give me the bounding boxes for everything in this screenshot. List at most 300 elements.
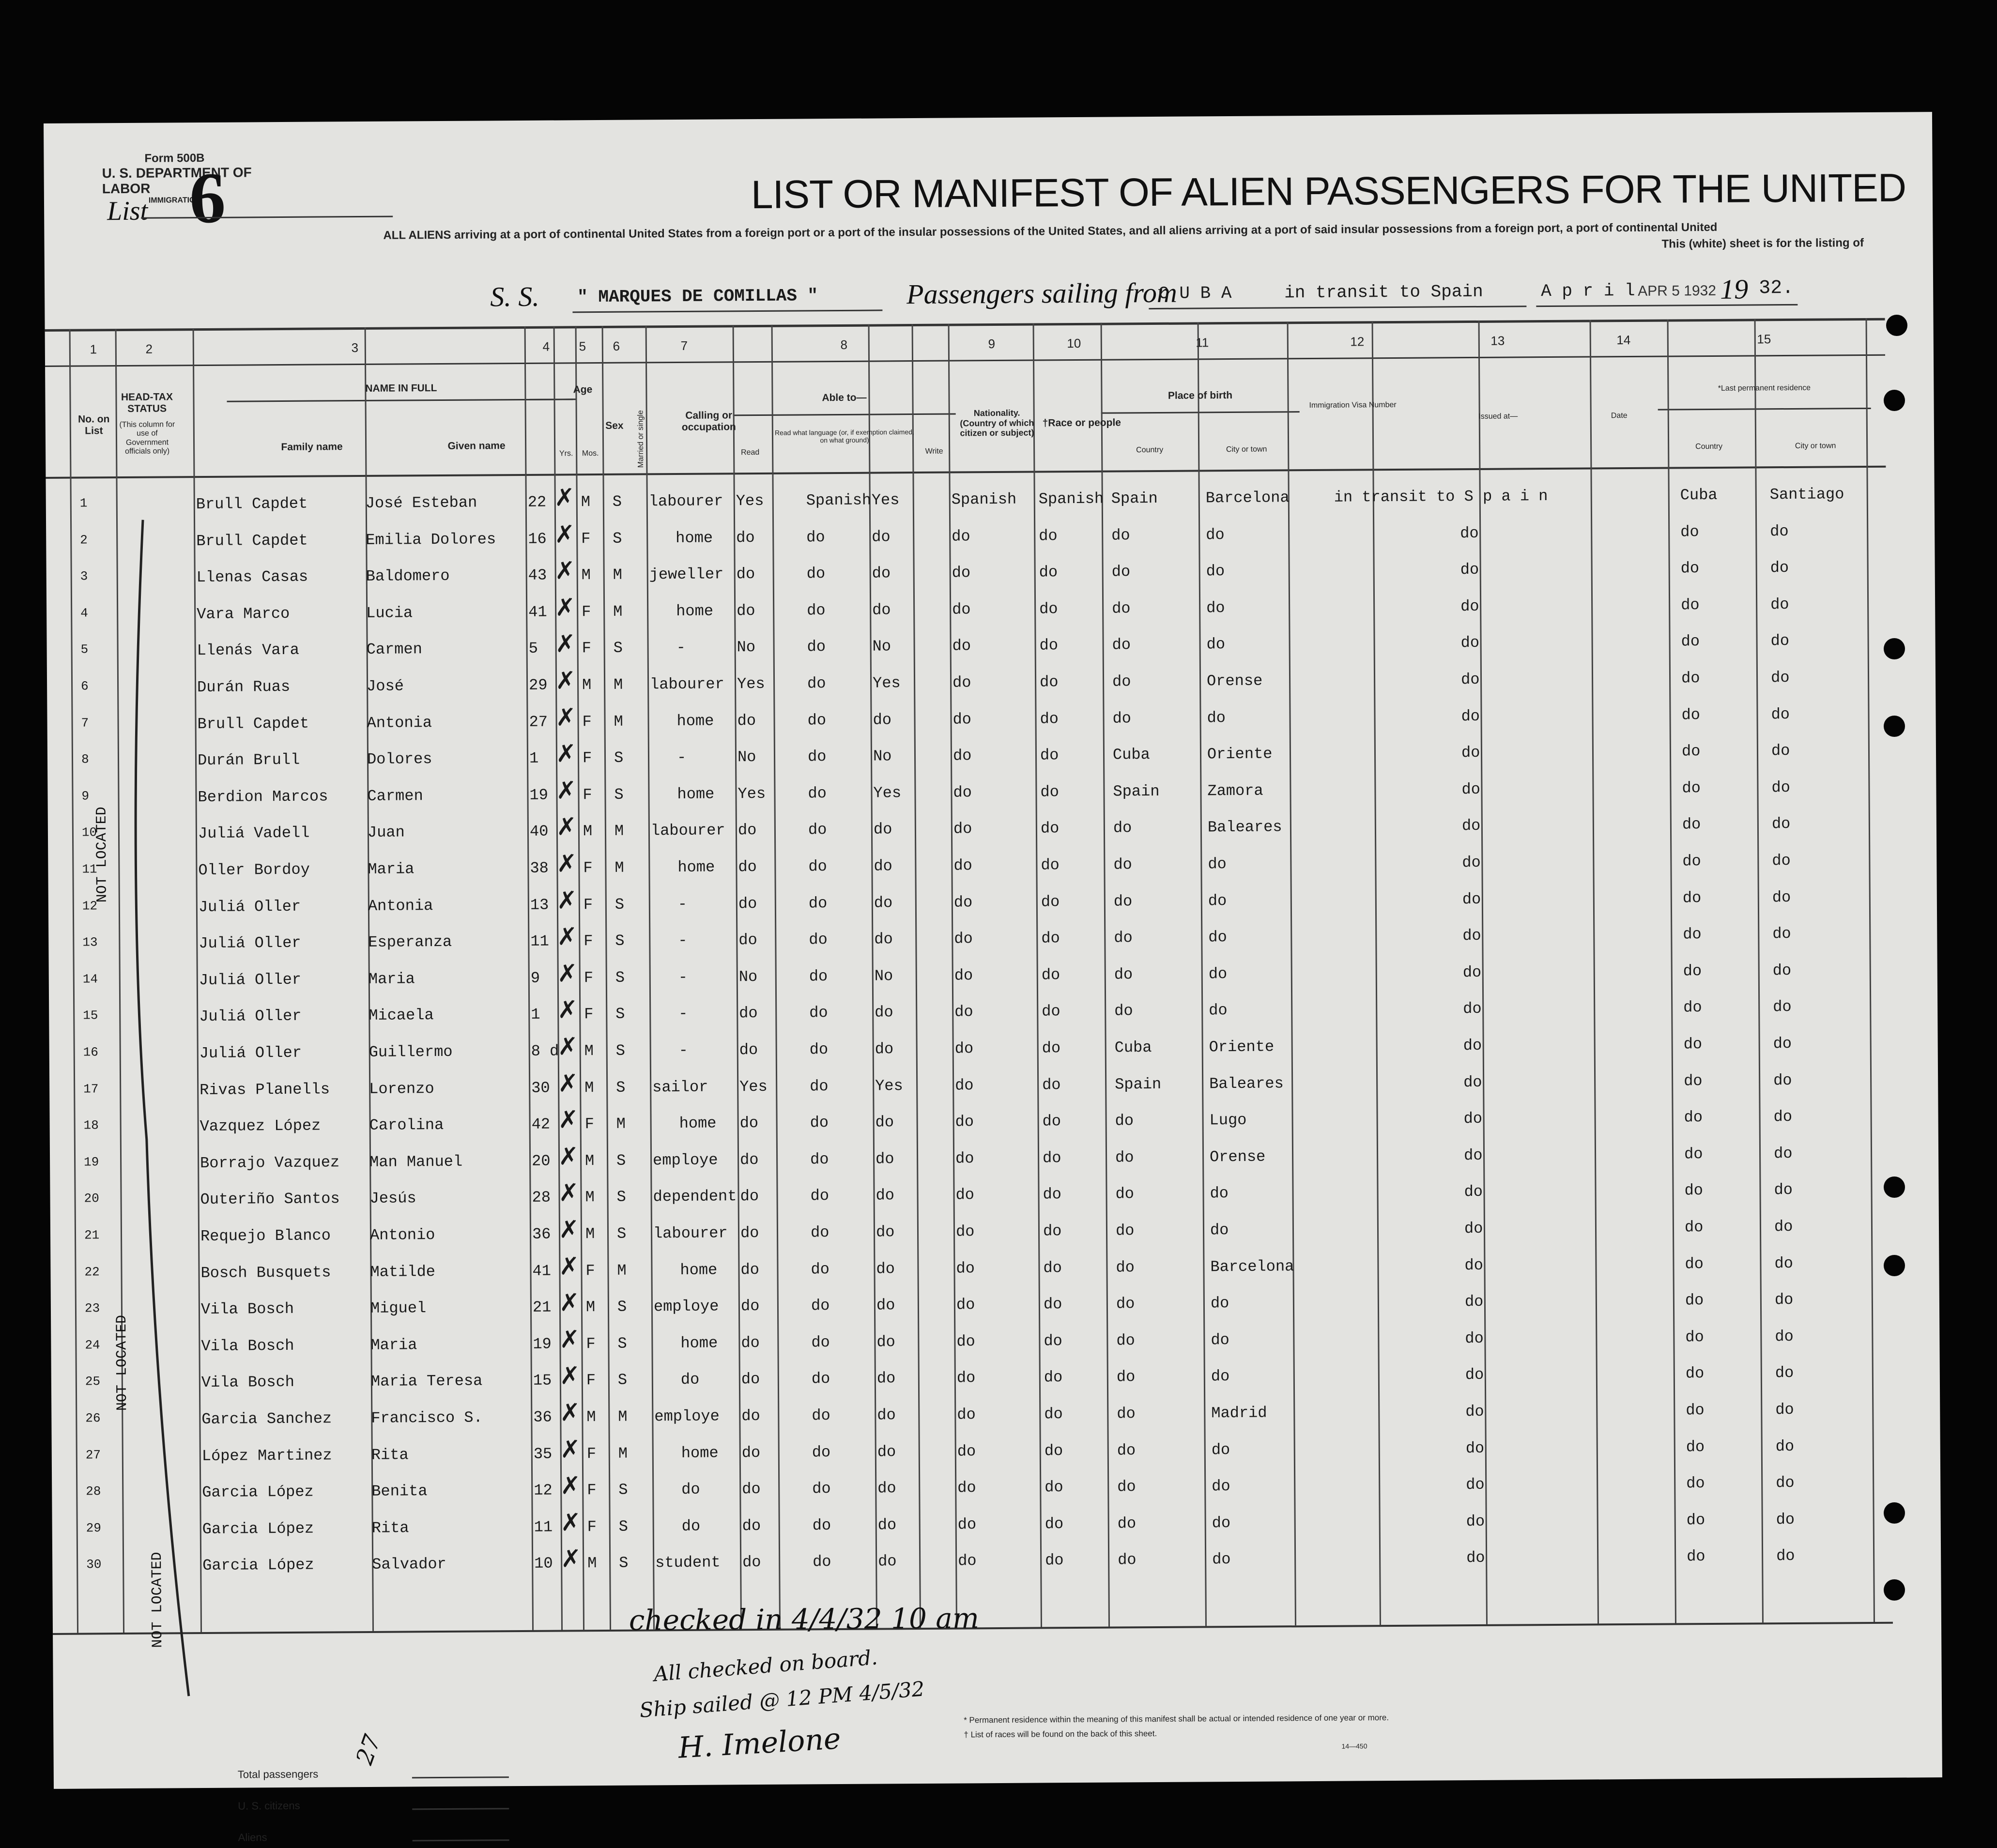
can-write: do (877, 1442, 896, 1461)
race: do (1039, 526, 1058, 545)
can-write: do (875, 1003, 893, 1022)
birth-subhead-rule (1101, 411, 1300, 414)
read-language: do (810, 1187, 830, 1205)
birth-city: do (1206, 635, 1226, 654)
occupation: employe (652, 1151, 718, 1170)
birth-country: do (1116, 1368, 1136, 1386)
occupation: labourer (650, 821, 725, 840)
marital-status: S (616, 1224, 627, 1243)
can-read: do (739, 1150, 759, 1169)
can-read: No (737, 638, 756, 657)
birth-city: Baleares (1207, 818, 1282, 837)
given-name: Antonia (368, 896, 433, 915)
date-underline (1536, 304, 1797, 307)
given-name: Rita (371, 1519, 409, 1537)
can-write: do (875, 1040, 894, 1058)
age-years: 22 (527, 493, 547, 511)
race: do (1041, 966, 1060, 984)
residence-city: do (1775, 1437, 1795, 1455)
nationality: do (955, 1222, 975, 1241)
age-years: 36 (532, 1225, 551, 1243)
age-years: 12 (534, 1481, 553, 1500)
residence-city: do (1775, 1364, 1794, 1382)
occupation: - (676, 748, 687, 767)
given-name: Maria (368, 860, 415, 878)
marital-status: S (616, 1188, 626, 1207)
nationality: do (957, 1515, 977, 1534)
marital-status: S (617, 1371, 628, 1390)
issued-at: do (1462, 927, 1481, 945)
race: do (1040, 746, 1059, 764)
age-years: 1 (529, 749, 539, 768)
marital-status: M (617, 1261, 627, 1280)
marital-status: S (615, 1005, 625, 1023)
given-name: Juan (367, 823, 405, 842)
race: do (1042, 1112, 1061, 1130)
header-married: Married or single (636, 410, 645, 468)
can-write: do (876, 1333, 895, 1351)
issued-at: do (1464, 1219, 1483, 1238)
marital-status: S (615, 1041, 626, 1060)
birth-country: do (1115, 1222, 1135, 1240)
birth-country: do (1114, 965, 1133, 984)
residence-country: do (1680, 522, 1699, 541)
birth-country: Cuba (1112, 746, 1150, 764)
read-language: do (812, 1443, 831, 1461)
family-name: Juliá Oller (199, 933, 301, 953)
race: do (1044, 1405, 1063, 1423)
sex: F (584, 1005, 594, 1023)
form-number: Form 500B (144, 151, 205, 165)
marital-status: S (616, 1078, 626, 1097)
sex: F (585, 1261, 595, 1280)
occupation: labourer (653, 1224, 728, 1243)
age-years: 11 (530, 932, 549, 951)
total-passengers-line (412, 1776, 509, 1778)
row-number: 21 (84, 1228, 100, 1243)
can-write: do (877, 1516, 897, 1534)
given-name: Miguel (370, 1299, 427, 1318)
header-res-country: Country (1695, 442, 1723, 451)
read-language: do (807, 711, 827, 729)
colnum-8: 8 (840, 337, 848, 352)
given-name: Esperanza (368, 933, 452, 952)
can-read: do (739, 1004, 758, 1023)
check-mark-icon: ✗ (558, 1178, 579, 1207)
marital-status: S (614, 748, 624, 767)
sex: M (587, 1554, 597, 1573)
row-number: 14 (82, 972, 98, 987)
read-language: do (807, 601, 826, 620)
can-read: Yes (737, 674, 765, 693)
colnum-9: 9 (988, 336, 996, 351)
binder-hole (1884, 1176, 1905, 1198)
issued-at: do (1464, 1183, 1483, 1201)
sex: M (585, 1188, 595, 1207)
residence-country: do (1681, 742, 1701, 761)
read-language: do (807, 748, 827, 766)
nationality: do (957, 1479, 976, 1497)
birth-country: Spain (1111, 489, 1158, 508)
row-number: 19 (84, 1155, 99, 1170)
header-head-tax: HEAD-TAX STATUS (121, 391, 173, 415)
occupation: home (680, 1334, 718, 1352)
sex: M (584, 1078, 594, 1097)
sex: F (582, 749, 592, 767)
check-mark-icon: ✗ (555, 666, 576, 695)
race: do (1045, 1514, 1064, 1533)
birth-country: do (1113, 855, 1132, 874)
residence-country: do (1684, 1218, 1704, 1237)
age-years: 40 (529, 823, 549, 841)
occupation: - (676, 639, 686, 657)
check-mark-icon: ✗ (559, 1252, 580, 1281)
family-name: Garcia López (202, 1556, 314, 1575)
check-mark-icon: ✗ (557, 1069, 579, 1098)
marital-status: M (613, 565, 623, 584)
birth-city: do (1212, 1550, 1231, 1569)
issued-at: do (1460, 561, 1479, 579)
colnum-3: 3 (351, 340, 359, 355)
age-years: 36 (533, 1408, 552, 1426)
read-language: Spanish (806, 491, 872, 510)
issued-at: do (1465, 1366, 1484, 1384)
header-res-city: City or town (1795, 442, 1836, 450)
family-name: Durán Brull (197, 750, 300, 770)
issued-at: in transit to S p a i n (1334, 487, 1548, 506)
us-citizens-label: U. S. citizens (238, 1799, 300, 1812)
can-write: do (872, 527, 891, 546)
issued-at: do (1463, 1110, 1483, 1128)
can-read: do (741, 1407, 760, 1425)
birth-city: Oriente (1207, 745, 1273, 764)
sailing-month: A p r i l (1541, 280, 1635, 302)
given-name: Maria (370, 1336, 417, 1354)
check-mark-icon: ✗ (556, 812, 577, 841)
header-no-on-list: No. on List (77, 413, 110, 437)
row-number: 12 (82, 898, 98, 914)
birth-city: Orense (1209, 1147, 1266, 1166)
occupation: home (676, 602, 714, 620)
given-name: Jesús (369, 1189, 416, 1208)
age-years: 38 (530, 859, 549, 877)
sailing-year: 32. (1759, 277, 1794, 300)
row-number: 20 (84, 1191, 99, 1206)
from-underline (1149, 305, 1526, 309)
row-number: 24 (85, 1338, 100, 1353)
occupation: do (681, 1517, 701, 1535)
sailing-label: Passengers sailing from (906, 276, 1177, 310)
can-read: do (739, 1114, 759, 1132)
sex: F (581, 529, 591, 548)
marital-status: S (618, 1517, 629, 1536)
aliens-line (413, 1839, 509, 1841)
read-language: do (810, 1150, 829, 1169)
family-name: Juliá Oller (199, 970, 302, 989)
age-years: 11 (534, 1518, 553, 1536)
signoff-line-2: Ship sailed @ 12 PM 4/5/32 (638, 1677, 925, 1723)
marital-status: S (615, 932, 625, 950)
sex: M (584, 1042, 594, 1060)
residence-country: do (1684, 1108, 1703, 1127)
residence-country: do (1684, 1071, 1703, 1090)
sex: F (584, 932, 593, 950)
family-name: Vara Marco (197, 604, 290, 623)
race: do (1039, 673, 1059, 691)
race: do (1044, 1441, 1063, 1460)
issued-at: do (1462, 853, 1481, 872)
check-mark-icon: ✗ (554, 593, 576, 622)
given-name: Benita (371, 1482, 428, 1501)
residence-city: do (1772, 961, 1792, 980)
row-number: 15 (83, 1008, 98, 1023)
list-underline (141, 216, 393, 219)
nationality: do (956, 1296, 975, 1314)
sex: F (583, 859, 593, 877)
list-label: List (107, 196, 148, 227)
marital-status: S (614, 785, 624, 804)
residence-country: do (1682, 852, 1701, 871)
aliens-label: Aliens (238, 1831, 267, 1844)
issued-at: do (1464, 1293, 1484, 1311)
row-number: 27 (85, 1447, 101, 1463)
birth-city: do (1208, 964, 1228, 983)
colnum-13: 13 (1490, 333, 1505, 348)
given-name: José (367, 677, 404, 695)
issued-at: do (1463, 1146, 1483, 1164)
given-name: Maria Teresa (370, 1372, 483, 1391)
check-mark-icon: ✗ (558, 1105, 579, 1134)
can-read: Yes (737, 784, 766, 803)
form-code: 14—450 (1341, 1742, 1367, 1750)
family-name: Garcia Sanchez (201, 1409, 332, 1429)
signoff-line-1: All checked on board. (653, 1645, 878, 1686)
nationality: do (952, 673, 971, 692)
race: do (1039, 600, 1058, 618)
occupation: - (678, 932, 688, 950)
residence-country: do (1683, 1035, 1703, 1054)
given-name: Salvador (372, 1555, 446, 1574)
residence-country: do (1681, 632, 1700, 651)
residence-city: do (1770, 595, 1789, 614)
birth-city: do (1208, 928, 1227, 947)
year-prefix: 19 (1720, 273, 1749, 305)
residence-country: do (1682, 779, 1701, 797)
race: do (1039, 636, 1059, 655)
residence-city: do (1776, 1547, 1795, 1565)
row-number: 28 (86, 1484, 101, 1499)
row-number: 7 (81, 716, 89, 731)
check-mark-icon: ✗ (560, 1508, 581, 1537)
race: do (1042, 1002, 1060, 1021)
can-read: do (738, 894, 757, 913)
read-language: do (810, 1114, 829, 1132)
can-write: No (874, 967, 893, 985)
row-number: 2 (80, 533, 88, 548)
birth-country: do (1116, 1331, 1135, 1350)
can-read: do (736, 565, 755, 583)
read-language: do (811, 1260, 830, 1278)
residence-country: Cuba (1680, 486, 1718, 504)
family-name: López Martinez (201, 1446, 332, 1465)
read-language: do (808, 894, 828, 912)
residence-city: do (1772, 888, 1791, 906)
family-name: Juliá Vadell (198, 824, 310, 843)
check-mark-icon: ✗ (560, 1471, 581, 1500)
nationality: do (955, 1076, 974, 1095)
check-mark-icon: ✗ (559, 1288, 580, 1317)
can-read: No (737, 748, 756, 766)
birth-city: do (1212, 1477, 1230, 1496)
family-name: Durán Ruas (197, 677, 291, 697)
birth-country: do (1115, 1112, 1134, 1130)
us-citizens-line (412, 1808, 509, 1810)
issued-at: do (1466, 1476, 1485, 1494)
not-located-stamp-1: NOT LOCATED (93, 807, 111, 903)
nationality: do (954, 1039, 974, 1058)
residence-city: do (1773, 1034, 1792, 1053)
race: do (1040, 819, 1060, 838)
can-write: Yes (871, 491, 900, 509)
occupation: home (680, 1261, 718, 1279)
marital-status: S (618, 1481, 628, 1499)
binder-hole (1884, 1579, 1905, 1601)
age-years: 19 (529, 786, 549, 804)
can-read: do (740, 1224, 759, 1242)
age-years: 19 (533, 1335, 552, 1353)
birth-country: Spain (1115, 1075, 1162, 1094)
row-number: 8 (81, 752, 89, 767)
ship-name: " MARQUES DE COMILLAS " (577, 286, 818, 307)
marital-status: S (617, 1298, 627, 1316)
issued-at: do (1460, 597, 1479, 615)
birth-country: do (1117, 1478, 1136, 1496)
sex: M (585, 1298, 596, 1316)
binder-hole (1884, 638, 1905, 659)
can-read: do (737, 821, 757, 840)
nationality: do (952, 600, 971, 619)
residence-city: do (1771, 742, 1790, 760)
row-number: 23 (84, 1301, 100, 1316)
sex: F (582, 639, 591, 657)
manifest-subtitle: ALL ALIENS arriving at a port of continental United States from a foreign port or a port of the insular possessions of the United States, and all aliens arriving at a port of said insular possessions from a foreign port, a port of continental United (383, 220, 1718, 242)
footnote-races: † List of races will be found on the back of this sheet. (964, 1729, 1157, 1740)
residence-country: do (1686, 1511, 1705, 1529)
family-name: Requejo Blanco (200, 1226, 331, 1246)
family-name: Brull Capdet (196, 494, 308, 514)
check-mark-icon: ✗ (560, 1435, 581, 1464)
age-years: 35 (533, 1445, 553, 1463)
row-number: 30 (86, 1557, 102, 1572)
row-number: 11 (82, 862, 97, 877)
marital-status: M (618, 1444, 628, 1463)
race: do (1040, 709, 1059, 728)
colnum-6: 6 (613, 338, 620, 353)
sex: M (581, 493, 591, 511)
race: do (1044, 1368, 1063, 1387)
race: do (1043, 1258, 1062, 1277)
read-language: do (810, 1077, 829, 1095)
header-mos: Mos. (582, 449, 599, 458)
can-read: do (739, 1041, 758, 1059)
family-name: Bosch Busquets (200, 1263, 331, 1282)
can-write: do (877, 1479, 896, 1497)
age-years: 10 (534, 1555, 553, 1573)
header-yrs: Yrs. (559, 449, 573, 458)
birth-country: do (1113, 819, 1132, 837)
occupation: sailor (652, 1078, 708, 1096)
sex: F (587, 1481, 597, 1499)
given-name: Francisco S. (371, 1408, 483, 1427)
marital-status: M (614, 858, 624, 877)
residence-city: do (1775, 1400, 1794, 1419)
can-read: do (742, 1553, 761, 1572)
colnum-4: 4 (542, 339, 550, 354)
residence-city: do (1770, 522, 1789, 540)
age-years: 41 (528, 603, 547, 621)
row-number: 10 (81, 825, 97, 840)
issued-at: do (1460, 634, 1480, 652)
given-name: Dolores (367, 750, 432, 769)
given-name: Guillermo (369, 1042, 453, 1061)
birth-city: do (1206, 598, 1225, 617)
issued-at: do (1462, 963, 1482, 981)
occupation: - (677, 895, 688, 913)
given-name: Lorenzo (369, 1079, 434, 1098)
check-mark-icon: ✗ (557, 1032, 578, 1061)
occupation: employe (653, 1297, 719, 1316)
nationality: do (957, 1405, 976, 1424)
colnum-5: 5 (579, 339, 586, 354)
can-write: Yes (872, 674, 901, 692)
race: do (1041, 892, 1060, 911)
age-subhead-rule (529, 398, 573, 400)
marital-status: S (616, 1151, 626, 1170)
not-located-stamp-3: NOT LOCATED (149, 1552, 167, 1648)
given-name: Rita (371, 1446, 409, 1464)
birth-city: do (1208, 891, 1227, 910)
family-name: Llenás Vara (197, 641, 300, 660)
given-name: Lucia (366, 604, 413, 622)
sex: F (586, 1334, 596, 1353)
residence-country: do (1680, 559, 1700, 578)
given-name: Antonio (369, 1226, 435, 1244)
birth-country: do (1115, 1185, 1135, 1203)
residence-country: do (1683, 998, 1702, 1017)
birth-city: Orense (1206, 672, 1263, 690)
residence-country: do (1681, 705, 1701, 724)
occupation: do (681, 1480, 700, 1499)
occupation: jeweller (649, 565, 724, 584)
residence-city: do (1774, 1291, 1794, 1309)
nationality: do (955, 1113, 974, 1131)
nationality: do (952, 637, 971, 655)
residence-city: do (1773, 998, 1792, 1016)
age-years: 29 (528, 676, 548, 694)
marital-status: M (614, 822, 624, 840)
age-years: 5 (528, 640, 538, 658)
header-family-name: Family name (281, 441, 343, 453)
residence-city: do (1771, 778, 1790, 797)
can-read: do (740, 1297, 760, 1315)
birth-city: do (1209, 1001, 1228, 1020)
sex: F (584, 968, 594, 987)
can-read: Yes (739, 1077, 768, 1096)
residence-city: do (1776, 1474, 1795, 1492)
manifest-sheet (44, 112, 1942, 1844)
issued-at: do (1461, 817, 1481, 835)
binder-hole (1886, 315, 1907, 336)
